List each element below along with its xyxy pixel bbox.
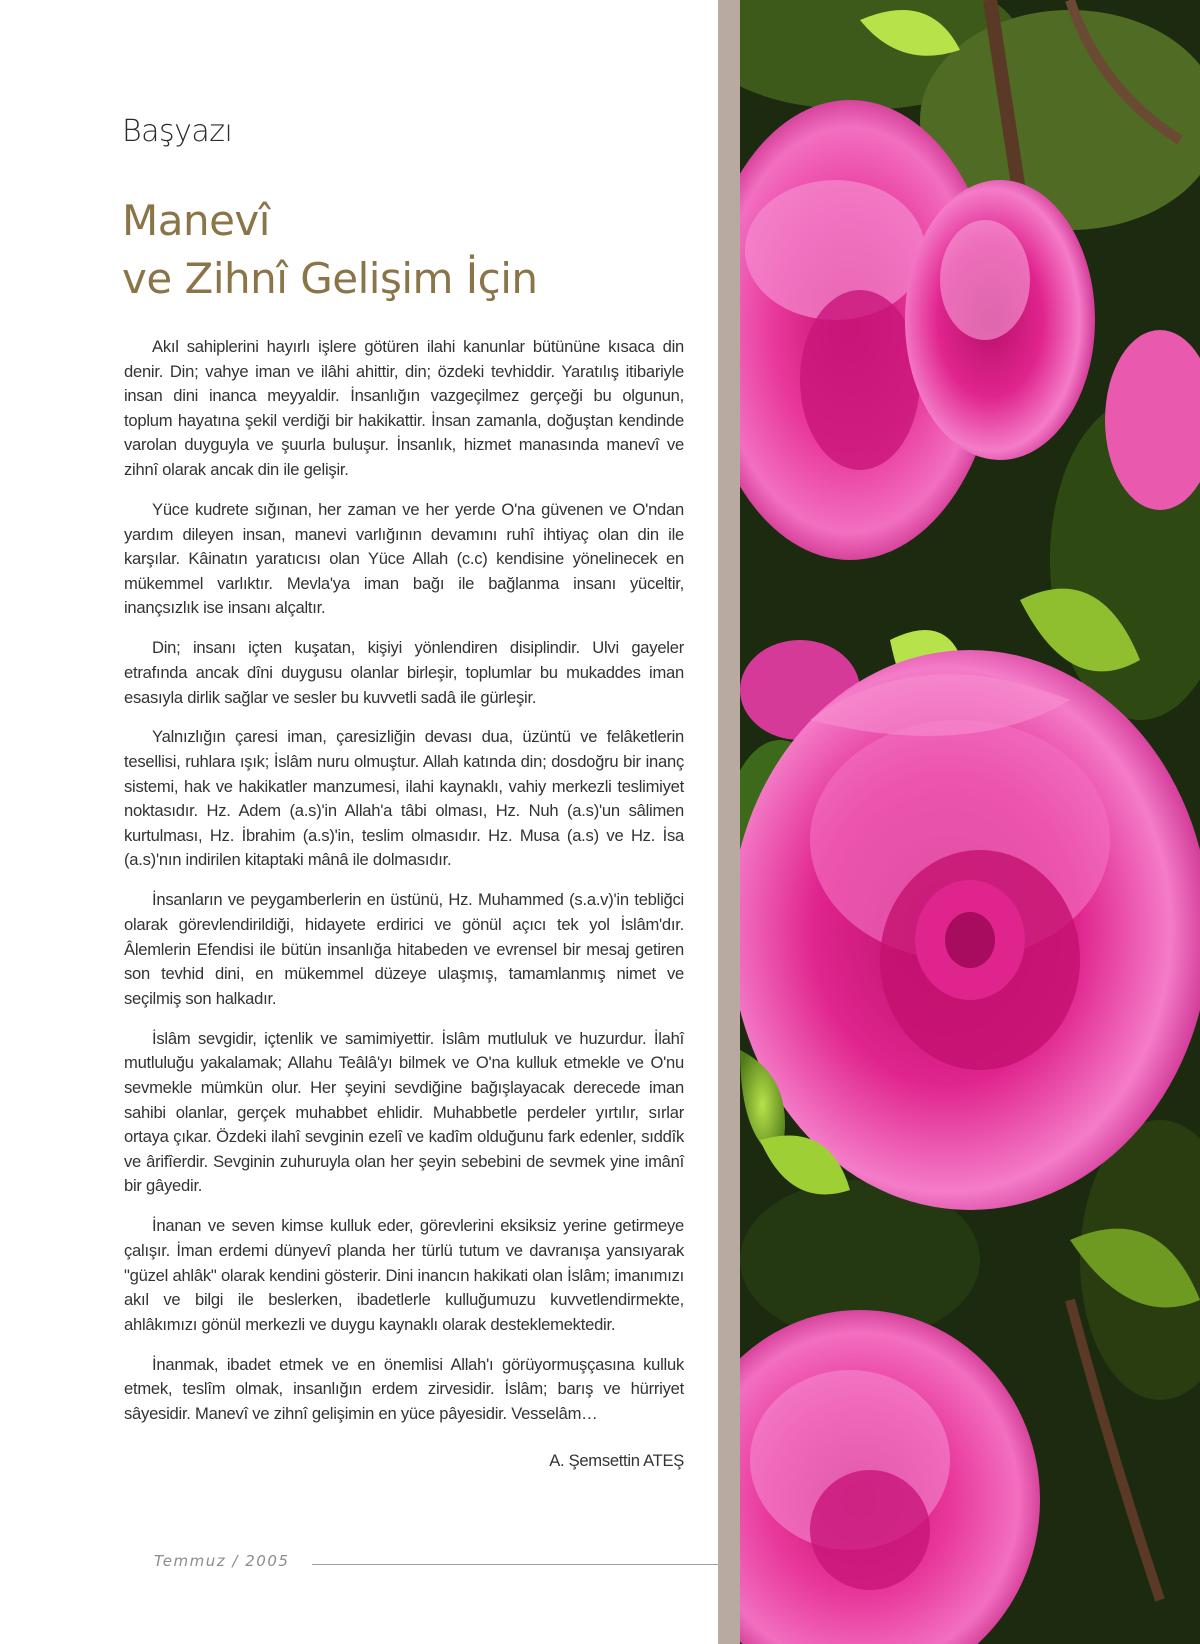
paragraph: İnsanların ve peygamberlerin en üstünü, Hz. Muhammed (s.a.v)'in tebliğci olarak görevlendirildiği, hidayete erdirici ve gönül açıcı tek yol İslâm'dır. Âlemlerin Efendisi ile bütün insanlığa hitabeden ve evrensel bir mesaj getiren son tevhid dini, en mükemmel düzeye ulaşmış, tamamlanmış nimet ve seçilmiş son halkadır.	[124, 890, 684, 1008]
section-label: Başyazı	[122, 114, 233, 149]
title-line-1: Manevî	[122, 196, 270, 245]
paragraph: Yüce kudrete sığınan, her zaman ve her yerde O'na güvenen ve O'ndan yardım dileyen insan, manevi varlığının devamını ruhî ihtiyaç olan din ile karşılar. Kâinatın yaratıcısı olan Yüce Allah (c.c) kendisine yönelinecek en mükemmel varlıktır. Mevla'ya iman bağı ile bağlanma insanı yüceltir, inançsızlık ise insanı alçaltır.	[124, 499, 684, 618]
page-title	[122, 192, 682, 308]
paragraph: İslâm sevgidir, içtenlik ve samimiyettir. İslâm mutluluk ve huzurdur. İlahî mutluluğu yakalamak; Allahu Teâlâ'yı bilmek ve O'na kulluk etmekle ve O'nu sevmekle mümkün olur. Her şeyini sevdiğine bağışlayacak derecede iman sahibi olanlar, gerçek muhabbet ehlidir. Muhabbetle perdeler yırtılır, sırlar ortaya çıkar. Özdeki ilahî sevginin ezelî ve kadîm olduğunu fark edenler, sıddîk ve ârifîerdir. Sevginin zuhuruyla olan her şeyin sebebini de sevmek yine imânî bir gâyedir.	[124, 1028, 684, 1196]
paragraph: İnanmak, ibadet etmek ve en önemlisi Allah'ı görüyormuşçasına kulluk etmek, teslîm olmak, insanlığın erdem zirvesidir. İslâm; barış ve hürriyet sâyesidir. Manevî ve zihnî gelişimin en yüce pâyesidir. Vesselâm…	[124, 1354, 684, 1423]
pink-roses-photo	[740, 0, 1200, 1644]
paragraph: Din; insanı içten kuşatan, kişiyi yönlendiren disiplindir. Ulvi gayeler etrafında ancak dîni duygusu olanlar birleşir, toplumlar bu mukaddes iman esasıyla dirlik sağlar ve sesler bu kuvvetli sadâ ile gürleşir.	[124, 638, 684, 707]
footer-rule	[312, 1564, 718, 1565]
paragraph: Akıl sahiplerini hayırlı işlere götüren ilahi kanunlar bütününe kısaca din denir. Din; vahye iman ve ilâhi ahittir, din; özdeki tevhiddir. Yaratılış itibariyle insan dini inanca meyyaldir. İnsanlığın vazgeçilmez gerçeği bu olgunun, toplum hayatına şekil verdiği bir hakikattir. İnsan zamanla, doğuştan kendinde varolan duyguyla ve şuurla buluşur. İnsanlık, hizmet manasında manevî ve zihnî olarak ancak din ile gelişir.	[124, 337, 684, 479]
author-signature: A. Şemsettin ATEŞ	[549, 1451, 684, 1470]
footer-date: Temmuz / 2005	[154, 1552, 290, 1570]
paragraph: Yalnızlığın çaresi iman, çaresizliğin devası dua, üzüntü ve felâketlerin tesellisi, ruhlara ışık; İslâm nuru olmuştur. Allah katında din; dosdoğru bir inanç sistemi, hak ve hakikatler manzumesi, ilahi kaynaklı, vahiy merkezli teslimiyet noktasıdır. Hz. Adem (a.s)'in Allah'a tâbi olması, Hz. Nuh (a.s)'un sâlimen kurtulması, Hz. İbrahim (a.s)'in, teslim olmasıdır. Hz. Musa (a.s) ve Hz. İsa (a.s)'nın indirilen kitaptaki mânâ ile dolmasıdır.	[124, 727, 684, 870]
paragraph: İnanan ve seven kimse kulluk eder, görevlerini eksiksiz yerine getirmeye çalışır. İman erdemi dünyevî planda her türlü tutum ve davranışa yansıyarak "güzel ahlâk" olarak kendini gösterir. Dini inancın hakikati olan İslâm; imanımızı akıl ve bilgi ile beslerken, ibadetlerle kulluğumuzu kuvvetlendirmekte, ahlâkımızı gönül merkezli ve duygu kaynaklı olarak desteklemektedir.	[124, 1216, 684, 1334]
article-body	[124, 335, 684, 1442]
side-color-bar	[718, 0, 740, 1644]
title-line-2: ve Zihnî Gelişim İçin	[122, 254, 538, 303]
